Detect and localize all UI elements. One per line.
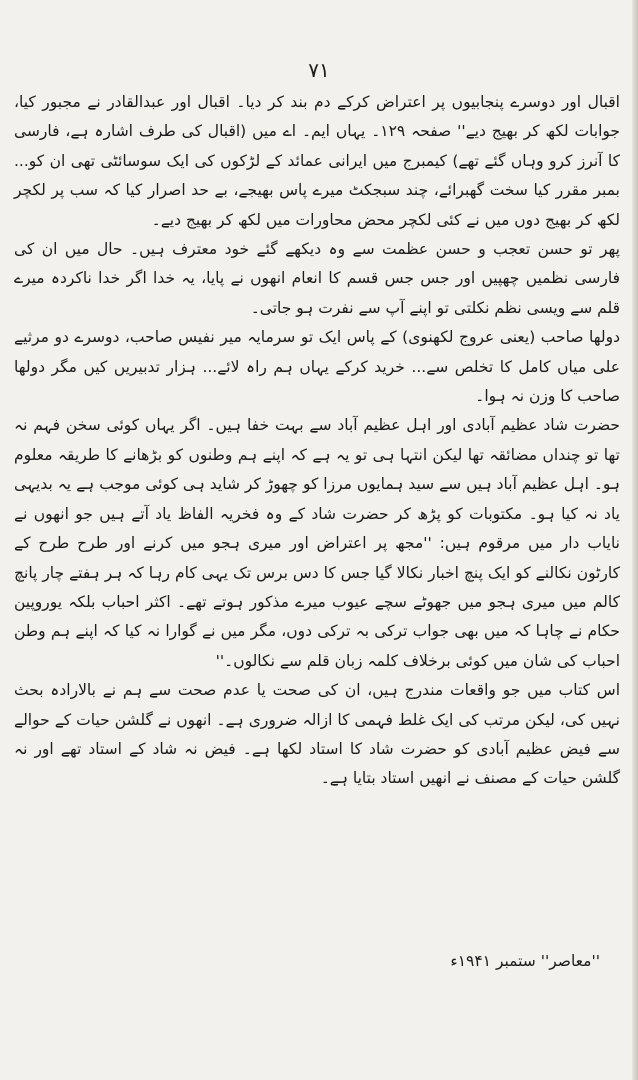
paragraph-3: دولھا صاحب (یعنی عروج لکھنوی) کے پاس ایک تو سرمایہ میر نفیس صاحب، دوسرے دو مرثیے علی میاں کامل کا تخلص سے... خرید کرکے یہاں ہم راہ لائے... ہزار تدبیریں کیں مگر دولھا صاحب کا وزن نہ ہوا۔: [14, 328, 620, 406]
paragraph-1: اقبال اور دوسرے پنجابیوں پر اعتراض کرکے دم بند کر دیا۔ اقبال اور عبدالقادر نے مجبور کیا، جوابات لکھ کر بھیج دیے'' صفحہ ۱۲۹۔ یہاں ایم۔ اے میں (اقبال کی طرف اشارہ ہے، فارسی کا آنرز کرو وہاں گئے تھے) کیمبرج میں ایرانی عمائد کے لڑکوں کی ایک سوسائٹی تھی ان کو... بمبر مقرر کیا سخت گھبرائے، چند سبجکٹ میرے پاس بھیجے، بے حد اصرار کیا کہ سب پر لکچر لکھ کر بھیج دوں میں نے کئی لکچر محض محاورات میں لکھ کر بھیج دیے۔: [14, 93, 620, 229]
page-number: ۷۱: [308, 58, 330, 82]
body-text: [14, 88, 620, 794]
paragraph-5: اس کتاب میں جو واقعات مندرج ہیں، ان کی صحت یا عدم صحت سے ہم نے بالارادہ بحث نہیں کی، لیکن مرتب کی ایک غلط فہمی کا ازالہ ضروری ہے۔ انھوں نے گلشن حیات کے حوالے سے فیض عظیم آبادی کو حضرت شاد کا استاد لکھا ہے۔ فیض نہ شاد کے استاد تھے اور نہ گلشن حیات کے مصنف نے انھیں استاد بتایا ہے۔: [14, 681, 620, 788]
paragraph-4: حضرت شاد عظیم آبادی اور اہل عظیم آباد سے بہت خفا ہیں۔ اگر یہاں کوئی سخن فہم نہ تھا تو چنداں مضائقہ تھا لیکن انتہا ہی تو یہ ہے کہ اپنے ہم وطنوں کو بڑھانے کا طریقہ معلوم ہو۔ اہل عظیم آباد ہیں سے سید ہمایوں مرزا کو چھوڑ کر شاید ہی کوئی موجب ہے یہ بدیہی یاد نہ کیا ہو۔ مکتوبات کو پڑھ کر حضرت شاد کے وہ فخریہ الفاظ یاد آتے ہیں جو انھوں نے نایاب دار میں مرقوم ہیں: ''مجھ پر اعتراض اور میری ہجو میں کرنے اور طرح طرح کے کارٹون نکالنے کو ایک پنچ اخبار نکالا گیا جس کا دس برس تک یہی کام رہا کہ ہر ہفتے چار پانچ کالم میں میری ہجو میں جھوٹے سچے عیوب میرے مذکور ہوتے تھے۔ اکثر احباب بلکہ یوروپین حکام نے چاہا کہ میں بھی جواب ترکی بہ ترکی دوں، مگر میں نے گوارا نہ کیا کہ اپنے ہم وطن احباب کی شان میں کوئی برخلاف کلمہ زبان قلم سے نکالوں۔'': [14, 416, 620, 670]
paragraph-2: پھر تو حسن تعجب و حسن عظمت سے وہ دیکھے گئے خود معترف ہیں۔ حال میں ان کی فارسی نظمیں چھپیں اور جس جس قسم کا انعام انھوں نے پایا، یہ خدا اگر خدا ناکردہ میرے قلم سے ویسی نظم نکلتی تو اپنے آپ سے نفرت ہو جاتی۔: [14, 240, 620, 317]
page-edge-shadow: [632, 0, 638, 1080]
source-citation: ''معاصر'' ستمبر ۱۹۴۱ء: [450, 952, 600, 970]
